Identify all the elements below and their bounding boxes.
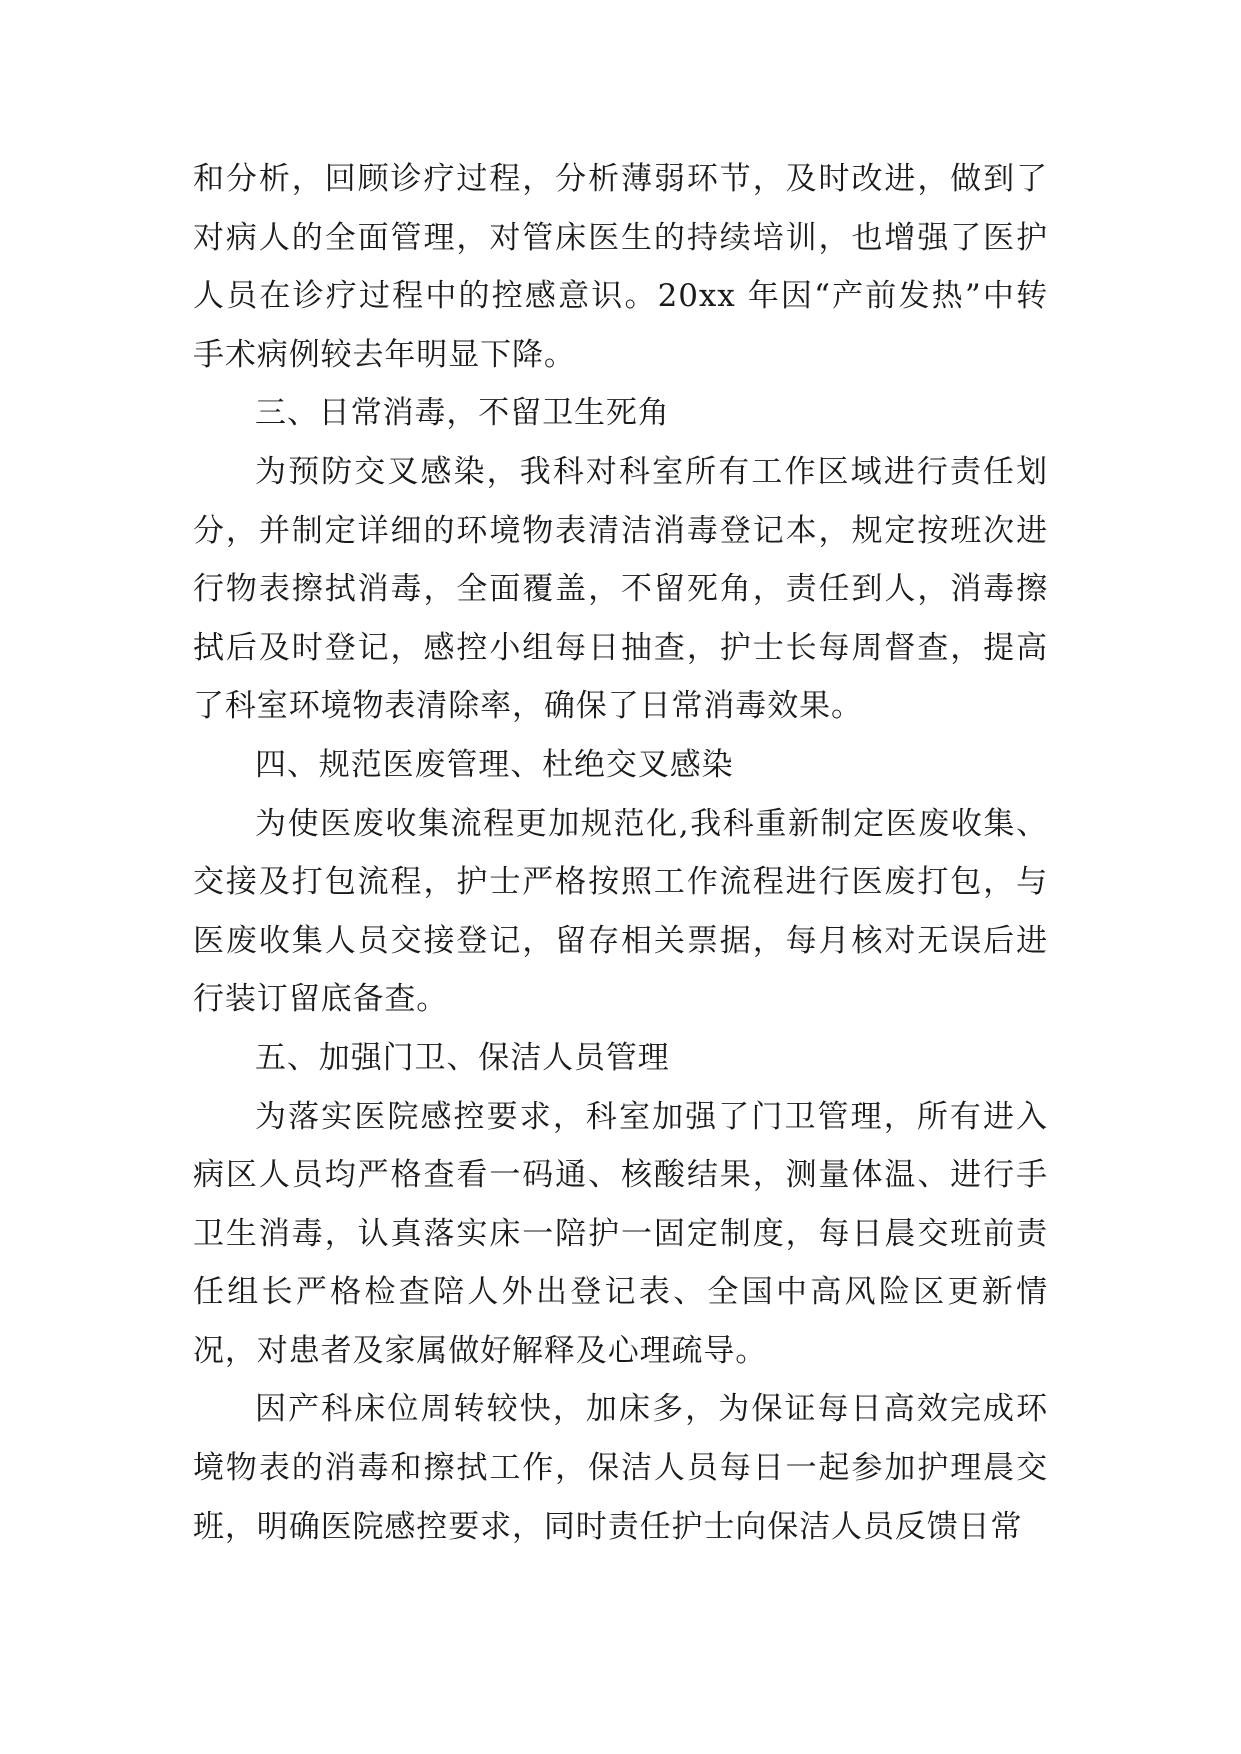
section-heading-3: 三、日常消毒，不留卫生死角 xyxy=(255,395,670,432)
paragraph: 为落实医院感控要求，科室加强了门卫管理，所有进入病区人员均严格查看一码通、核酸结果，测量体温、进行手卫生消毒，认真落实床一陪护一固定制度，每日晨交班前责任组长严格检查陪人外出登记表、全国中高风险区更新情况，对患者及家属做好解释及心理疏导。 xyxy=(193,1098,1048,1369)
paragraph-continued: 和分析，回顾诊疗过程，分析薄弱环节，及时改进，做到了对病人的全面管理，对管床医生的持续培训，也增强了医护人员在诊疗过程中的控感意识。20xx 年因“产前发热”中转手术病例较去年明显下降。 xyxy=(193,161,1048,373)
section-heading-5: 五、加强门卫、保洁人员管理 xyxy=(255,1039,670,1076)
section-heading-4: 四、规范医废管理、杜绝交叉感染 xyxy=(255,746,734,783)
paragraph: 因产科床位周转较快，加床多，为保证每日高效完成环境物表的消毒和擦拭工作，保洁人员每日一起参加护理晨交班，明确医院感控要求，同时责任护士向保洁人员反馈日常 xyxy=(193,1391,1048,1545)
paragraph: 为使医废收集流程更加规范化,我科重新制定医废收集、交接及打包流程，护士严格按照工作流程进行医废打包，与医废收集人员交接登记，留存相关票据，每月核对无误后进行装订留底备查。 xyxy=(193,805,1048,1018)
document-page xyxy=(193,150,1048,1556)
paragraph: 为预防交叉感染，我科对科室所有工作区域进行责任划分，并制定详细的环境物表清洁消毒登记本，规定按班次进行物表擦拭消毒，全面覆盖，不留死角，责任到人，消毒擦拭后及时登记，感控小组每日抽查，护士长每周督查，提高了科室环境物表清除率，确保了日常消毒效果。 xyxy=(193,453,1048,725)
